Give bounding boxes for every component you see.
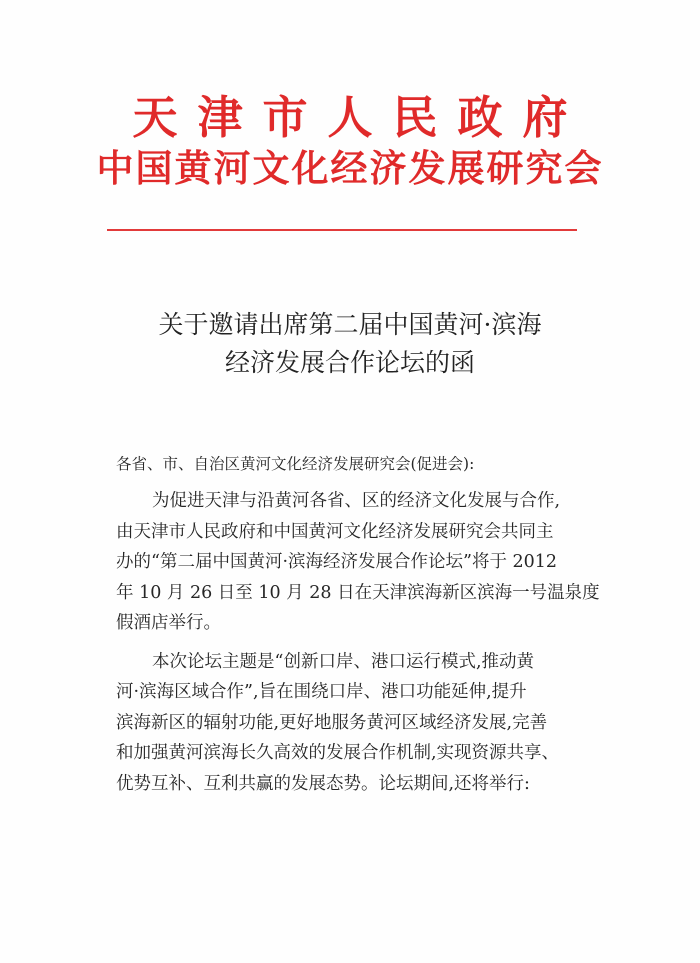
letter-title (0, 306, 700, 382)
paragraph-line: 为促进天津与沿黄河各省、区的经济文化发展与合作, (152, 491, 561, 511)
paragraph-1 (116, 486, 600, 639)
paragraph-line: 本次论坛主题是“创新口岸、港口运行模式,推动黄 (152, 651, 535, 672)
paragraph-line: 和加强黄河滨海长久高效的发展合作机制,实现资源共享、 (116, 743, 560, 763)
paragraph-line: 年 10 月 26 日至 10 月 28 日在天津滨海新区滨海一号温泉度 (116, 582, 600, 603)
letter-body (116, 452, 600, 799)
letterhead-issuer-1: 天津市人民政府 (132, 91, 588, 144)
paragraph-line: 办的“第二届中国黄河·滨海经济发展合作论坛”将于 2012 (116, 552, 558, 572)
paragraph-line: 优势互补、互利共赢的发展态势。论坛期间,还将举行: (116, 773, 530, 794)
letterhead-issuer-2: 中国黄河文化经济发展研究会 (96, 147, 604, 190)
paragraph-line: 由天津市人民政府和中国黄河文化经济发展研究会共同主 (116, 521, 554, 542)
letter-title-line-2: 经济发展合作论坛的函 (224, 348, 475, 377)
paragraph-line: 河·滨海区域合作”,旨在围绕口岸、港口功能延伸,提升 (116, 682, 527, 702)
salutation: 各省、市、自治区黄河文化经济发展研究会(促进会): (116, 455, 475, 473)
paragraph-line: 假酒店举行。 (116, 613, 221, 633)
paragraph-2 (116, 647, 586, 800)
letterhead-divider (107, 229, 577, 231)
letterhead (0, 92, 700, 192)
paragraph-line: 滨海新区的辐射功能,更好地服务黄河区域经济发展,完善 (116, 712, 548, 733)
letter-title-line-1: 关于邀请出席第二届中国黄河·滨海 (158, 310, 542, 339)
